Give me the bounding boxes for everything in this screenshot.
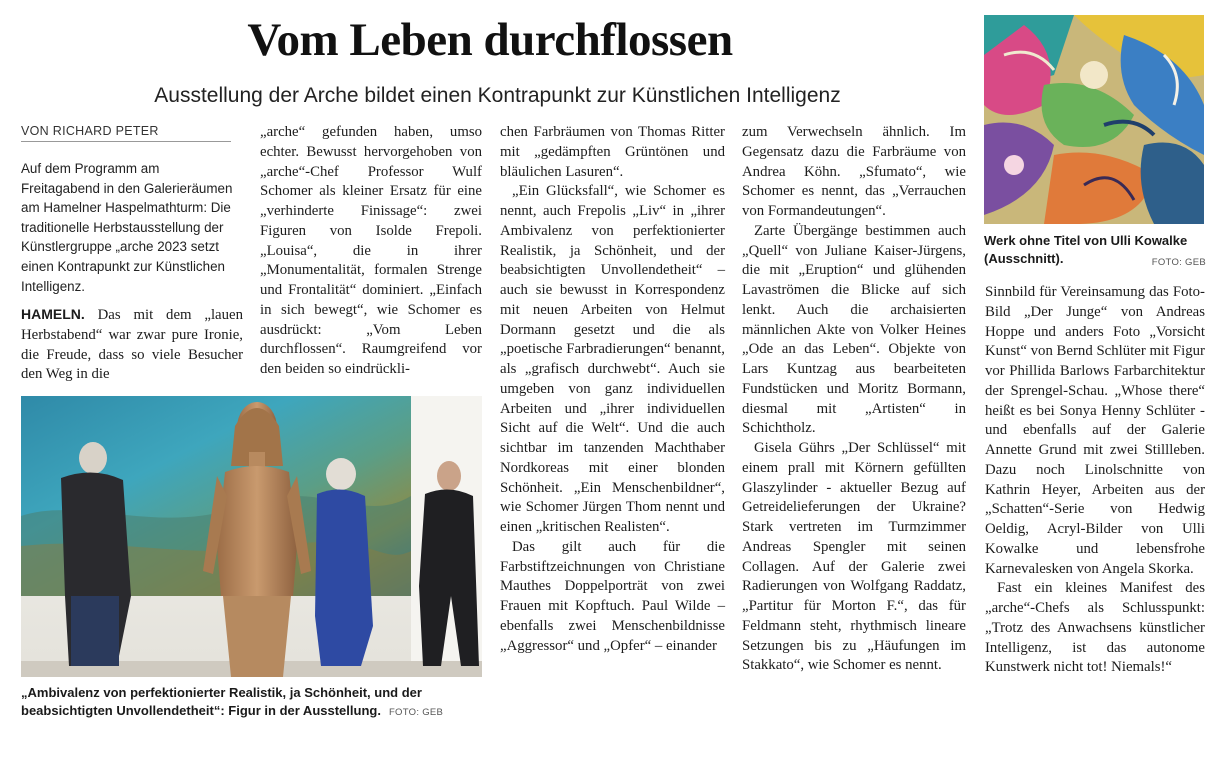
paragraph: „arche“ gefunden haben, umso echter. Bewusst hervorgehoben von „arche“-Chef Professor Wulf Schomer als kleiner Ersatz für eine „verhinderte Finissage“: zwei Figuren von Isolde Frepoli. „Louisa“, die in ihrer „Monumentalität, formalen Strenge und Frontalität“ dominiert. „Einfach in sich bewegt“, wie Schomer es ausdrückt: „Vom Leben durchflossen“. Raumgreifend vor den beiden so eindrückli- bbox=[260, 124, 482, 377]
exhibition-photo-illustration bbox=[21, 396, 482, 677]
paragraph bbox=[21, 305, 243, 385]
paragraph-text: Das mit dem „lauen Herbstabend“ war zwar pure Ironie, die Freude, dass so viele Besucher den Weg in die bbox=[21, 307, 243, 383]
photo-credit: FOTO: GEB bbox=[388, 707, 444, 718]
byline: VON RICHARD PETER bbox=[21, 124, 231, 142]
dateline: HAMELN. bbox=[21, 306, 85, 322]
caption-text: „Ambivalenz von perfektionierter Realistik, ja Schönheit, und der beabsichtigten Unvollendetheit“: Figur in der Ausstellung. bbox=[21, 685, 422, 718]
paragraph: Gisela Gührs „Der Schlüssel“ mit einem prall mit Körnern gefüllten Glaszylinder - aktueller Bezug auf Getreidelieferungen der Ukraine? Stark vertreten im Turmzimmer Andreas Spengler mit seinen Collagen. Auf der Galerie zwei Radierungen von Wolfgang Raddatz, „Partitur für Morton F.“, das für Feldmann steht, rhythmisch lineare Setzungen bis zu „Häufungen im Stakkato“, wie Schomer es nennt. bbox=[742, 440, 966, 674]
caption-text: Werk ohne Titel von Ulli Kowalke (Ausschnitt). bbox=[984, 233, 1188, 266]
intro-teaser: Auf dem Programm am Freitagabend in den Galerieräumen am Hamelner Haspelmathturm: Die traditionelle Herbstausstellung der Künstlergruppe „arche 2023 setzt einen Kontrapunkt zur Künstlichen Intelligenz. bbox=[21, 161, 233, 294]
paragraph: chen Farbräumen von Thomas Ritter mit „gedämpften Grüntönen und bläulichen Lasuren“. bbox=[500, 124, 725, 180]
photo-credit: FOTO: GEB bbox=[1151, 257, 1206, 268]
body-column-2 bbox=[260, 123, 482, 380]
body-column-3 bbox=[500, 123, 725, 656]
painting-photo bbox=[984, 15, 1204, 224]
photo-caption-main bbox=[21, 684, 483, 722]
body-column-1 bbox=[21, 305, 243, 385]
article-subheadline: Ausstellung der Arche bildet einen Kontrapunkt zur Künstlichen Intelligenz bbox=[154, 84, 841, 107]
body-column-4 bbox=[742, 123, 966, 676]
paragraph: Das gilt auch für die Farbstiftzeichnungen von Christiane Mauthes Doppelporträt von zwei Frauen mit Kopftuch. Paul Wilde – ebenfalls zwei Menschenbildnisse „Aggressor“ und „Opfer“ – einander bbox=[500, 538, 725, 654]
body-column-5 bbox=[985, 283, 1205, 678]
photo-caption-side bbox=[984, 232, 1206, 272]
paragraph: „Ein Glücksfall“, wie Schomer es nennt, auch Frepolis „Liv“ in „ihrer Ambivalenz von perfektionierter Realistik, ja Schönheit, und der beabsichtigten Unvollendetheit“ – auch sie bewusst in Korrespondenz mit neuen Arbeiten von Helmut Dormann gesetzt und die als „poetische Farbradierungen“ benannt, als „grafisch durchwebt“. Auch sie umgeben von ganz individuellen Arbeiten und „ihrer individuellen Sicht auf die Welt“. Und die auch sichtbar im tanzenden Machthaber Nordkoreas mit einer blonden Schönheit. „Ein Menschenbildner“, wie Schomer Jürgen Thom nennt und einen „kritischen Realisten“. bbox=[500, 183, 725, 535]
paragraph: Sinnbild für Vereinsamung das Foto-Bild „Der Junge“ von Andreas Hoppe und anders Foto „Vorsicht Kunst“ von Bernd Schlüter mit Figur vor Phillida Barlows Farbarchitektur der Sprengel-Schau. „Whose there“ heißt es bei Sonya Henny Schlüter - und ebenfalls auf der Galerie Annette Grund mit zwei Stillleben. Dazu noch Linolschnitte von Kathrin Heyer, Arbeiten aus der „Schatten“-Serie von Hedwig Oeldig, Acryl-Bilder von Ulli Kowalke und lebensfrohe Karnevalesken von Angela Skorka. bbox=[985, 284, 1205, 577]
paragraph: Fast ein kleines Manifest des „arche“-Chefs als Schlusspunkt: „Trotz des Anwachsens künstlicher Intelligenz, ist das autonome Kunstwerk nicht tot! Niemals!“ bbox=[985, 580, 1205, 676]
paragraph: zum Verwechseln ähnlich. Im Gegensatz dazu die Farbräume von Andrea Köhn. „Sfumato“, wie Schomer es nennt, das „Verrauchen von Formandeutungen“. bbox=[742, 124, 966, 219]
article-headline: Vom Leben durchflossen bbox=[247, 14, 733, 66]
exhibition-photo bbox=[21, 396, 482, 677]
abstract-painting-illustration bbox=[984, 15, 1204, 224]
paragraph: Zarte Übergänge bestimmen auch „Quell“ von Juliane Kaiser-Jürgens, die mit „Eruption“ und glühenden Lavaströmen die Blicke auf sich lenkt. Auch die archaisierten männlichen Akte von Volker Heines „Ode an das Leben“. Objekte von Lars Kuntzag aus bearbeiteten Fundstücken und Moritz Bormann, diesmal mit „Artisten“ in Schichtholz. bbox=[742, 222, 966, 437]
